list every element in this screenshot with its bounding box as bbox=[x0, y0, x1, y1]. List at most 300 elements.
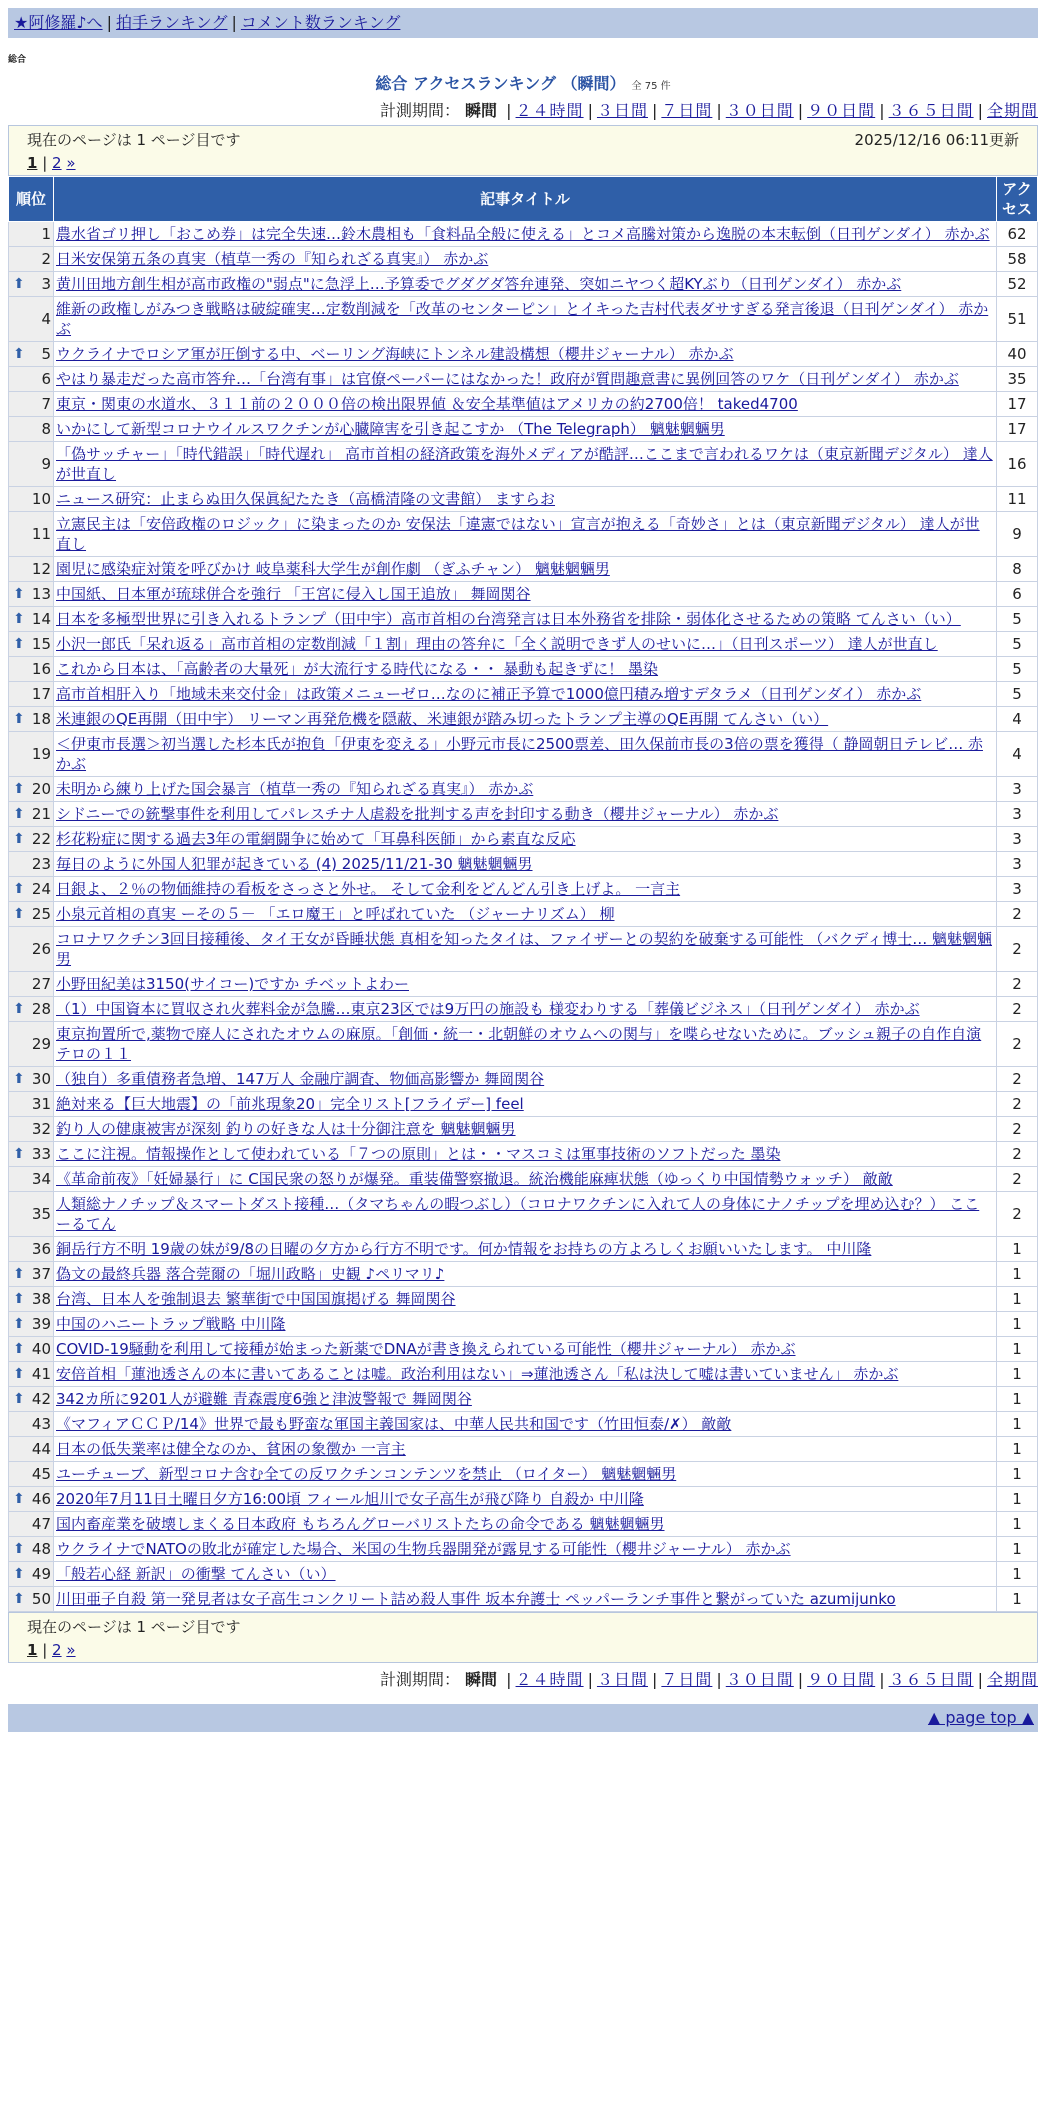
title-cell bbox=[54, 1262, 997, 1287]
period-link[interactable]: ７日間 bbox=[661, 101, 713, 120]
rank-up-arrow-icon: ⬆ bbox=[13, 276, 25, 292]
period-link[interactable]: ３日間 bbox=[596, 101, 648, 120]
rank-cell bbox=[9, 222, 54, 247]
period-selector-top bbox=[8, 98, 1038, 121]
home-link[interactable]: ★阿修羅♪へ bbox=[14, 13, 103, 32]
title-cell bbox=[54, 247, 997, 272]
rank-cell bbox=[9, 1022, 54, 1067]
period-link[interactable]: ３０日間 bbox=[725, 101, 794, 120]
title-cell bbox=[54, 1362, 997, 1387]
title-cell bbox=[54, 927, 997, 972]
period-link[interactable]: 全期間 bbox=[986, 1670, 1038, 1689]
title-cell bbox=[54, 682, 997, 707]
rank-number: 21 bbox=[31, 805, 51, 823]
table-row bbox=[9, 997, 1038, 1022]
access-count: 3 bbox=[997, 777, 1038, 802]
rank-number: 50 bbox=[31, 1590, 51, 1608]
article-link[interactable]: （1）中国資本に買収され火葬料金が急騰…東京23区では9万円の施設も 様変わりする「葬儀ビジネス」（日刊ゲンダイ） 赤かぶ bbox=[56, 1000, 920, 1018]
rank-up-arrow-icon: ⬆ bbox=[13, 1491, 25, 1507]
rank-cell bbox=[9, 1312, 54, 1337]
rank-cell bbox=[9, 657, 54, 682]
page-links-bottom: 1 | 2 » bbox=[27, 1641, 76, 1659]
rank-cell bbox=[9, 1512, 54, 1537]
article-link[interactable]: 園児に感染症対策を呼びかけ 岐阜薬科大学生が創作劇 （ぎふチャン） 魑魅魍魎男 bbox=[56, 560, 610, 578]
access-count: 9 bbox=[997, 512, 1038, 557]
access-count: 16 bbox=[997, 442, 1038, 487]
access-count: 2 bbox=[997, 902, 1038, 927]
rank-number: 15 bbox=[31, 635, 51, 653]
rank-cell bbox=[9, 997, 54, 1022]
rank-number: 43 bbox=[31, 1415, 51, 1433]
access-count: 3 bbox=[997, 802, 1038, 827]
table-row bbox=[9, 1067, 1038, 1092]
article-link[interactable]: 中国のハニートラップ戦略 中川隆 bbox=[56, 1315, 286, 1333]
period-link[interactable]: ９０日間 bbox=[807, 101, 876, 120]
article-link[interactable]: 人類総ナノチップ＆スマートダスト接種…（タマちゃんの暇つぶし）（コロナワクチンに入れて人の身体にナノチップを埋め込む？） ここーるてん bbox=[56, 1195, 980, 1233]
table-row bbox=[9, 272, 1038, 297]
article-link[interactable]: 《革命前夜》「妊婦暴行」に C国民衆の怒りが爆発。重装備警察撤退。統治機能麻痺状態（ゆっくり中国情勢ウォッチ） 敵敵 bbox=[56, 1170, 893, 1188]
title-cell bbox=[54, 1117, 997, 1142]
access-count: 1 bbox=[997, 1587, 1038, 1612]
rank-cell bbox=[9, 1287, 54, 1312]
access-count: 5 bbox=[997, 607, 1038, 632]
article-link[interactable]: 銅岳行方不明 19歳の妹が9/8の日曜の夕方から行方不明です。何か情報をお持ちの方よろしくお願いいたします。 中川隆 bbox=[56, 1240, 872, 1258]
update-time: 2025/12/16 06:11更新 bbox=[854, 131, 1019, 149]
article-link[interactable]: 国内畜産業を破壊しまくる日本政府 もちろんグローバリストたちの命令である 魑魅魍魎男 bbox=[56, 1515, 665, 1533]
table-row bbox=[9, 392, 1038, 417]
access-count: 2 bbox=[997, 1167, 1038, 1192]
rank-cell bbox=[9, 1067, 54, 1092]
rank-cell bbox=[9, 392, 54, 417]
article-link[interactable]: いかにして新型コロナウイルスワクチンが心臓障害を引き起こすか （The Telegraph） 魑魅魍魎男 bbox=[56, 420, 725, 438]
article-link[interactable]: 小沢一郎氏「呆れ返る」高市首相の定数削減「１割」理由の答弁に「全く説明できず人のせいに…」（日刊スポーツ） 達人が世直し bbox=[56, 635, 938, 653]
title-cell bbox=[54, 1462, 997, 1487]
article-link[interactable]: これから日本は、「高齢者の大量死」が大流行する時代になる・・ 暴動も起きずに！ 墨染 bbox=[56, 660, 659, 678]
title-cell bbox=[54, 557, 997, 582]
title-cell bbox=[54, 1142, 997, 1167]
title-cell bbox=[54, 777, 997, 802]
rank-cell bbox=[9, 852, 54, 877]
rank-number: 22 bbox=[31, 830, 51, 848]
table-header-row bbox=[9, 177, 1038, 222]
table-row bbox=[9, 802, 1038, 827]
access-count: 35 bbox=[997, 367, 1038, 392]
table-row bbox=[9, 972, 1038, 997]
period-link[interactable]: ２４時間 bbox=[515, 101, 584, 120]
access-count: 1 bbox=[997, 1337, 1038, 1362]
rank-number: 35 bbox=[31, 1205, 51, 1223]
access-count: 1 bbox=[997, 1312, 1038, 1337]
access-count: 2 bbox=[997, 1092, 1038, 1117]
article-link[interactable]: 日銀よ、２％の物価維持の看板をさっさと外せ。 そして金利をどんどん引き上げよ。 一言主 bbox=[56, 880, 681, 898]
rank-cell bbox=[9, 1487, 54, 1512]
table-row bbox=[9, 222, 1038, 247]
rank-cell bbox=[9, 247, 54, 272]
rank-up-arrow-icon: ⬆ bbox=[13, 346, 25, 362]
rank-cell bbox=[9, 557, 54, 582]
rank-cell bbox=[9, 272, 54, 297]
rank-cell bbox=[9, 512, 54, 557]
period-current: 瞬間 bbox=[465, 101, 498, 120]
rank-up-arrow-icon: ⬆ bbox=[13, 1366, 25, 1382]
access-count: 52 bbox=[997, 272, 1038, 297]
table-row bbox=[9, 1462, 1038, 1487]
table-row bbox=[9, 1237, 1038, 1262]
table-row bbox=[9, 1092, 1038, 1117]
table-row bbox=[9, 1587, 1038, 1612]
next-page-link-bottom[interactable]: » bbox=[66, 1641, 76, 1659]
article-link[interactable]: 黄川田地方創生相が高市政権の"弱点"に急浮上…予算委でグダグダ答弁連発、突如ニヤつく超KYぶり（日刊ゲンダイ） 赤かぶ bbox=[56, 275, 902, 293]
article-link[interactable]: 杉花粉症に関する過去3年の電網闘争に始めて「耳鼻科医師」から素直な反応 bbox=[56, 830, 576, 848]
rank-number: 34 bbox=[31, 1170, 51, 1188]
access-count: 11 bbox=[997, 487, 1038, 512]
period-link[interactable]: ３６５日間 bbox=[888, 101, 974, 120]
title-cell bbox=[54, 342, 997, 367]
article-link[interactable]: COVID-19騒動を利用して接種が始まった新薬でDNAが書き換えられている可能性（櫻井ジャーナル） 赤かぶ bbox=[56, 1340, 796, 1358]
access-count: 51 bbox=[997, 297, 1038, 342]
rank-cell bbox=[9, 342, 54, 367]
period-link[interactable]: 全期間 bbox=[986, 101, 1038, 120]
article-link[interactable]: 中国紙、日本軍が琉球併合を強行 「王宮に侵入し国王追放」 舞岡関谷 bbox=[56, 585, 531, 603]
period-label: 計測期間： bbox=[379, 101, 460, 120]
clap-ranking-link[interactable]: 拍手ランキング bbox=[115, 13, 228, 32]
title-cell bbox=[54, 1237, 997, 1262]
title-cell bbox=[54, 1287, 997, 1312]
access-count: 4 bbox=[997, 732, 1038, 777]
article-link[interactable]: ユーチューブ、新型コロナ含む全ての反ワクチンコンテンツを禁止 （ロイター） 魑魅魍魎男 bbox=[56, 1465, 677, 1483]
rank-cell bbox=[9, 1192, 54, 1237]
rank-cell bbox=[9, 1337, 54, 1362]
rank-cell bbox=[9, 682, 54, 707]
access-count: 8 bbox=[997, 557, 1038, 582]
table-row bbox=[9, 512, 1038, 557]
article-link[interactable]: ウクライナでNATOの敗北が確定した場合、米国の生物兵器開発が露見する可能性（櫻井ジャーナル） 赤かぶ bbox=[56, 1540, 791, 1558]
period-link[interactable]: ３０日間 bbox=[725, 1670, 794, 1689]
period-separator: | bbox=[977, 1670, 983, 1689]
title-cell bbox=[54, 657, 997, 682]
access-count: 5 bbox=[997, 682, 1038, 707]
article-link[interactable]: 日本を多極型世界に引き入れるトランプ（田中宇）高市首相の台湾発言は日本外務省を排除・弱体化させるための策略 てんさい（い） bbox=[56, 610, 961, 628]
rank-number: 19 bbox=[31, 745, 51, 763]
access-count: 1 bbox=[997, 1412, 1038, 1437]
table-row bbox=[9, 732, 1038, 777]
article-link[interactable]: 日本の低失業率は健全なのか、貧困の象徴か 一言主 bbox=[56, 1440, 406, 1458]
rank-number: 11 bbox=[31, 525, 51, 543]
rank-number: 30 bbox=[31, 1070, 51, 1088]
access-count: 5 bbox=[997, 657, 1038, 682]
title-cell bbox=[54, 1512, 997, 1537]
rank-number: 49 bbox=[31, 1565, 51, 1583]
access-count: 2 bbox=[997, 1142, 1038, 1167]
comment-ranking-link[interactable]: コメント数ランキング bbox=[240, 13, 401, 32]
title-cell bbox=[54, 827, 997, 852]
rank-number: 46 bbox=[31, 1490, 51, 1508]
table-row bbox=[9, 1412, 1038, 1437]
article-link[interactable]: 日米安保第五条の真実（植草一秀の『知られざる真実』） 赤かぶ bbox=[56, 250, 489, 268]
article-link[interactable]: （独自）多重債務者急増、147万人 金融庁調査、物価高影響か 舞岡関谷 bbox=[56, 1070, 545, 1088]
access-count: 17 bbox=[997, 417, 1038, 442]
table-row bbox=[9, 1192, 1038, 1237]
rank-up-arrow-icon: ⬆ bbox=[13, 831, 25, 847]
rank-number: 6 bbox=[41, 370, 51, 388]
article-link[interactable]: コロナワクチン3回目接種後、タイ王女が昏睡状態 真相を知ったタイは、ファイザーとの契約を破棄する可能性 （バクディ博士… 魑魅魍魎男 bbox=[56, 930, 993, 968]
rank-number: 25 bbox=[31, 905, 51, 923]
article-link[interactable]: 高市首相肝入り「地域未来交付金」は政策メニューゼロ…なのに補正予算で1000億円積み増すデタラメ（日刊ゲンダイ） 赤かぶ bbox=[56, 685, 922, 703]
article-link[interactable]: 342カ所に9201人が避難 青森震度6強と津波警報で 舞岡関谷 bbox=[56, 1390, 472, 1408]
title-cell bbox=[54, 1487, 997, 1512]
access-count: 1 bbox=[997, 1462, 1038, 1487]
access-count: 1 bbox=[997, 1262, 1038, 1287]
article-link[interactable]: ＜伊東市長選＞初当選した杉本氏が抱負「伊東を変える」小野元市長に2500票差、田久保前市長の3倍の票を獲得（ 静岡朝日テレビ… 赤かぶ bbox=[56, 735, 983, 773]
period-link[interactable]: ７日間 bbox=[661, 1670, 713, 1689]
rank-number: 36 bbox=[31, 1240, 51, 1258]
period-link[interactable]: ２４時間 bbox=[515, 1670, 584, 1689]
period-selector-bottom bbox=[8, 1667, 1038, 1690]
article-link[interactable]: 川田亜子自殺 第一発見者は女子高生コンクリート詰め殺人事件 坂本弁護士 ペッパーランチ事件と繋がっていた azumijunko bbox=[56, 1590, 896, 1608]
period-link[interactable]: ３６５日間 bbox=[888, 1670, 974, 1689]
rank-cell bbox=[9, 1562, 54, 1587]
rank-up-arrow-icon: ⬆ bbox=[13, 1591, 25, 1607]
total-count: 全 75 件 bbox=[631, 81, 671, 92]
article-link[interactable]: 《マフィアＣＣＰ/14》世界で最も野蛮な軍国主義国家は、中華人民共和国です（竹田恒泰/✗） 敵敵 bbox=[56, 1415, 732, 1433]
title-cell bbox=[54, 1537, 997, 1562]
access-count: 1 bbox=[997, 1487, 1038, 1512]
table-row bbox=[9, 367, 1038, 392]
rank-cell bbox=[9, 367, 54, 392]
rank-cell bbox=[9, 1537, 54, 1562]
rank-number: 26 bbox=[31, 940, 51, 958]
title-cell bbox=[54, 1167, 997, 1192]
rank-number: 3 bbox=[41, 275, 51, 293]
title-cell bbox=[54, 1562, 997, 1587]
rank-number: 17 bbox=[31, 685, 51, 703]
table-row bbox=[9, 557, 1038, 582]
article-link[interactable]: 安倍首相「蓮池透さんの本に書いてあることは嘘。政治利用はない」⇒蓮池透さん「私は決して嘘は書いていません」 赤かぶ bbox=[56, 1365, 899, 1383]
table-row bbox=[9, 1167, 1038, 1192]
rank-up-arrow-icon: ⬆ bbox=[13, 881, 25, 897]
table-row bbox=[9, 297, 1038, 342]
rank-number: 31 bbox=[31, 1095, 51, 1113]
rank-number: 32 bbox=[31, 1120, 51, 1138]
table-row bbox=[9, 607, 1038, 632]
rank-number: 38 bbox=[31, 1290, 51, 1308]
article-link[interactable]: シドニーでの銃撃事件を利用してパレスチナ人虐殺を批判する声を封印する動き（櫻井ジャーナル） 赤かぶ bbox=[56, 805, 779, 823]
period-separator: | bbox=[587, 1670, 593, 1689]
table-row bbox=[9, 1487, 1038, 1512]
table-row bbox=[9, 877, 1038, 902]
title-cell bbox=[54, 997, 997, 1022]
header-access: アクセス bbox=[997, 177, 1038, 222]
current-page-bottom: 1 bbox=[27, 1641, 38, 1659]
table-row bbox=[9, 682, 1038, 707]
title-cell bbox=[54, 1412, 997, 1437]
period-separator: | bbox=[797, 1670, 804, 1689]
table-row bbox=[9, 1387, 1038, 1412]
rank-cell bbox=[9, 487, 54, 512]
period-separator: | bbox=[879, 101, 885, 120]
title-cell bbox=[54, 1387, 997, 1412]
title-cell bbox=[54, 1587, 997, 1612]
title-cell bbox=[54, 487, 997, 512]
rank-number: 9 bbox=[41, 455, 51, 473]
article-link[interactable]: 偽文の最終兵器 落合莞爾の「堀川政略」史観 ♪ペリマリ♪ bbox=[56, 1265, 445, 1283]
access-count: 2 bbox=[997, 927, 1038, 972]
rank-up-arrow-icon: ⬆ bbox=[13, 781, 25, 797]
title-cell bbox=[54, 707, 997, 732]
title-cell bbox=[54, 1192, 997, 1237]
title-cell bbox=[54, 297, 997, 342]
top-navigation bbox=[8, 8, 1038, 38]
rank-up-arrow-icon: ⬆ bbox=[13, 806, 25, 822]
period-separator: | bbox=[716, 101, 722, 120]
next-page-link[interactable]: » bbox=[66, 154, 76, 172]
rank-cell bbox=[9, 297, 54, 342]
access-count: 3 bbox=[997, 827, 1038, 852]
period-separator: | bbox=[506, 1670, 512, 1689]
rank-number: 37 bbox=[31, 1265, 51, 1283]
rank-cell bbox=[9, 827, 54, 852]
rank-cell bbox=[9, 607, 54, 632]
page-links: 1 | 2 » bbox=[27, 154, 76, 172]
current-page: 1 bbox=[27, 154, 38, 172]
title-cell bbox=[54, 417, 997, 442]
access-count: 1 bbox=[997, 1237, 1038, 1262]
rank-cell bbox=[9, 1092, 54, 1117]
article-link[interactable]: ここに注視。情報操作として使われている「７つの原則」とは・・マスコミは軍事技術のソフトだった 墨染 bbox=[56, 1145, 781, 1163]
rank-cell bbox=[9, 1142, 54, 1167]
rank-cell bbox=[9, 442, 54, 487]
article-link[interactable]: 未明から練り上げた国会暴言（植草一秀の『知られざる真実』） 赤かぶ bbox=[56, 780, 534, 798]
ranking-title-text: 総合 アクセスランキング （瞬間） bbox=[375, 74, 626, 93]
table-row bbox=[9, 1362, 1038, 1387]
rank-up-arrow-icon: ⬆ bbox=[13, 1316, 25, 1332]
rank-cell bbox=[9, 1117, 54, 1142]
access-count: 1 bbox=[997, 1562, 1038, 1587]
rank-up-arrow-icon: ⬆ bbox=[13, 586, 25, 602]
article-link[interactable]: 農水省ゴリ押し「おこめ券」は完全失速…鈴木農相も「食料品全般に使える」とコメ高騰対策から逸脱の本末転倒（日刊ゲンダイ） 赤かぶ bbox=[56, 225, 990, 243]
rank-cell bbox=[9, 1262, 54, 1287]
rank-number: 23 bbox=[31, 855, 51, 873]
table-row bbox=[9, 1437, 1038, 1462]
rank-number: 20 bbox=[31, 780, 51, 798]
period-separator: | bbox=[797, 101, 804, 120]
access-count: 40 bbox=[997, 342, 1038, 367]
rank-cell bbox=[9, 902, 54, 927]
rank-number: 4 bbox=[41, 310, 51, 328]
ranking-title bbox=[8, 71, 1038, 94]
page-2-link-bottom[interactable]: 2 bbox=[52, 1641, 62, 1659]
rank-up-arrow-icon: ⬆ bbox=[13, 711, 25, 727]
article-link[interactable]: 2020年7月11日土曜日夕方16:00頃 フィール旭川で女子高生が飛び降り 自殺か 中川隆 bbox=[56, 1490, 644, 1508]
table-row bbox=[9, 1537, 1038, 1562]
rank-up-arrow-icon: ⬆ bbox=[13, 1266, 25, 1282]
article-link[interactable]: 維新の政権しがみつき戦略は破綻確実…定数削減を「改革のセンターピン」とイキった吉村代表ダサすぎる発言後退（日刊ゲンダイ） 赤かぶ bbox=[56, 300, 989, 338]
title-cell bbox=[54, 732, 997, 777]
article-link[interactable]: 東京・関東の水道水、３１１前の２０００倍の検出限界値 ＆安全基準値はアメリカの約2700倍！ taked4700 bbox=[56, 395, 798, 413]
title-cell bbox=[54, 367, 997, 392]
article-link[interactable]: 「般若心経 新訳」の衝撃 てんさい（い） bbox=[56, 1565, 336, 1583]
table-row bbox=[9, 657, 1038, 682]
rank-up-arrow-icon: ⬆ bbox=[13, 1146, 25, 1162]
table-row bbox=[9, 1512, 1038, 1537]
article-link[interactable]: 「偽サッチャー」「時代錯誤」「時代遅れ」 高市首相の経済政策を海外メディアが酷評…ここまで言われるワケは（東京新聞デジタル） 達人が世直し bbox=[56, 445, 993, 483]
period-link[interactable]: ３日間 bbox=[596, 1670, 648, 1689]
article-link[interactable]: ウクライナでロシア軍が圧倒する中、ベーリング海峡にトンネル建設構想（櫻井ジャーナル） 赤かぶ bbox=[56, 345, 734, 363]
rank-up-arrow-icon: ⬆ bbox=[13, 906, 25, 922]
title-cell bbox=[54, 272, 997, 297]
article-link[interactable]: 立憲民主は「安倍政権のロジック」に染まったのか 安保法「違憲ではない」宣言が抱える「奇妙さ」とは（東京新聞デジタル） 達人が世直し bbox=[56, 515, 980, 553]
rank-number: 44 bbox=[31, 1440, 51, 1458]
rank-cell bbox=[9, 1362, 54, 1387]
rank-cell bbox=[9, 707, 54, 732]
rank-cell bbox=[9, 1462, 54, 1487]
rank-up-arrow-icon: ⬆ bbox=[13, 1291, 25, 1307]
rank-cell bbox=[9, 877, 54, 902]
article-link[interactable]: 小野田紀美は3150(サイコー)ですか チベットよわー bbox=[56, 975, 409, 993]
rank-number: 10 bbox=[31, 490, 51, 508]
pager-top bbox=[8, 125, 1038, 176]
table-row bbox=[9, 777, 1038, 802]
article-link[interactable]: 毎日のように外国人犯罪が起きている (4) 2025/11/21-30 魑魅魍魎男 bbox=[56, 855, 533, 873]
table-row bbox=[9, 487, 1038, 512]
rank-cell bbox=[9, 632, 54, 657]
table-row bbox=[9, 442, 1038, 487]
rank-number: 8 bbox=[41, 420, 51, 438]
table-row bbox=[9, 1142, 1038, 1167]
article-link[interactable]: 米連銀のQE再開（田中宇） リーマン再発危機を隠蔽、米連銀が踏み切ったトランプ主導のQE再開 てんさい（い） bbox=[56, 710, 829, 728]
table-row bbox=[9, 417, 1038, 442]
table-row bbox=[9, 852, 1038, 877]
access-count: 1 bbox=[997, 1387, 1038, 1412]
period-current-bottom: 瞬間 bbox=[465, 1670, 498, 1689]
page-status-bottom: 現在のページは 1 ページ目です bbox=[27, 1618, 241, 1636]
page-top-link[interactable]: ▲ page top ▲ bbox=[927, 1708, 1034, 1727]
article-link[interactable]: 小泉元首相の真実 ーその５－ 「エロ魔王」と呼ばれていた （ジャーナリズム） 柳 bbox=[56, 905, 615, 923]
table-row bbox=[9, 1337, 1038, 1362]
article-link[interactable]: やはり暴走だった高市答弁…「台湾有事」は官僚ペーパーにはなかった！政府が質問趣意書に異例回答のワケ（日刊ゲンダイ） 赤かぶ bbox=[56, 370, 959, 388]
title-cell bbox=[54, 607, 997, 632]
article-link[interactable]: 台湾、日本人を強制退去 繁華街で中国国旗掲げる 舞岡関谷 bbox=[56, 1290, 456, 1308]
period-separator: | bbox=[716, 1670, 722, 1689]
header-rank: 順位 bbox=[9, 177, 54, 222]
rank-number: 1 bbox=[41, 225, 51, 243]
rank-number: 12 bbox=[31, 560, 51, 578]
article-link[interactable]: 釣り人の健康被害が深刻 釣りの好きな人は十分御注意を 魑魅魍魎男 bbox=[56, 1120, 516, 1138]
access-count: 62 bbox=[997, 222, 1038, 247]
period-link[interactable]: ９０日間 bbox=[807, 1670, 876, 1689]
rank-number: 42 bbox=[31, 1390, 51, 1408]
rank-up-arrow-icon: ⬆ bbox=[13, 1391, 25, 1407]
period-links bbox=[502, 101, 1038, 120]
rank-number: 14 bbox=[31, 610, 51, 628]
page-2-link[interactable]: 2 bbox=[52, 154, 62, 172]
access-count: 1 bbox=[997, 1287, 1038, 1312]
period-separator: | bbox=[506, 101, 512, 120]
title-cell bbox=[54, 632, 997, 657]
rank-number: 33 bbox=[31, 1145, 51, 1163]
article-link[interactable]: 絶対来る【巨大地震】の「前兆現象20」完全リスト[フライデー] feel bbox=[56, 1095, 524, 1113]
article-link[interactable]: 東京拘置所で,薬物で廃人にされたオウムの麻原。「創価・統一・北朝鮮のオウムへの関与」を喋らせないために。ブッシュ親子の自作自演テロの１１ bbox=[56, 1025, 982, 1063]
article-link[interactable]: ニュース研究：止まらぬ田久保眞紀たたき（高橋清隆の文書館） ますらお bbox=[56, 490, 556, 508]
table-row bbox=[9, 927, 1038, 972]
section-label: 総合 bbox=[8, 55, 27, 65]
period-separator: | bbox=[651, 1670, 658, 1689]
rank-cell bbox=[9, 732, 54, 777]
access-count: 2 bbox=[997, 972, 1038, 997]
title-cell bbox=[54, 972, 997, 997]
rank-up-arrow-icon: ⬆ bbox=[13, 1566, 25, 1582]
ranking-table-body bbox=[9, 222, 1038, 1612]
